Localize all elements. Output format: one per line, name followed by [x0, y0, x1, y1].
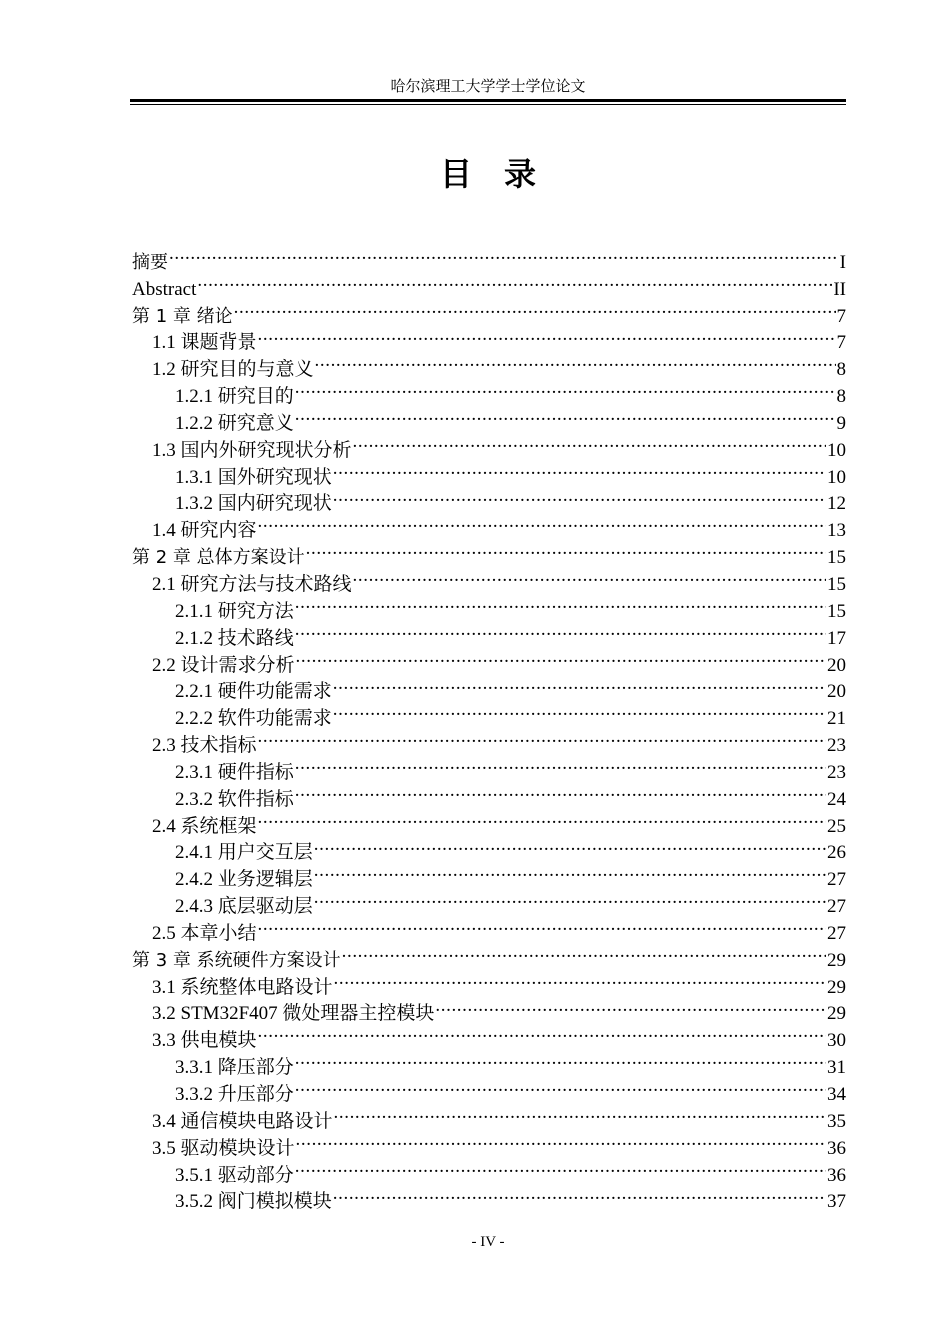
toc-entry-page: 29	[827, 949, 846, 971]
dot-leader	[295, 590, 826, 617]
toc-entry-page: II	[833, 278, 846, 300]
toc-entry-page: 25	[827, 815, 846, 837]
toc-entry-title: 1.3 国内外研究现状分析	[152, 439, 352, 461]
toc-entry-title: 1.2.2 研究意义	[175, 412, 294, 434]
dot-leader	[342, 939, 826, 966]
dot-leader	[295, 778, 826, 805]
toc-entry-title: 1.4 研究内容	[152, 520, 257, 542]
toc-entry[interactable]	[130, 322, 846, 354]
toc-entry-title: 1.1 课题背景	[152, 332, 257, 354]
toc-entry-page: 10	[827, 466, 846, 488]
dot-leader	[314, 885, 826, 912]
dot-leader	[296, 1127, 826, 1154]
toc-entry-title: 3.3.1 降压部分	[175, 1057, 294, 1079]
dot-leader	[435, 993, 826, 1020]
toc-entry-page: 9	[836, 412, 846, 434]
toc-entry-title: 3.4 通信模块电路设计	[152, 1110, 333, 1132]
toc-entry-page: 20	[827, 654, 846, 676]
toc-entry-title: 1.3.2 国内研究现状	[175, 493, 332, 515]
dot-leader	[258, 724, 826, 751]
toc-entry-title: 3.3.2 升压部分	[175, 1084, 294, 1105]
toc-entry-page: 15	[827, 600, 846, 622]
toc-entry-page: 21	[827, 708, 846, 730]
dot-leader	[334, 1100, 826, 1127]
toc-entry-title: 3.3 供电模块	[152, 1030, 257, 1052]
toc-entry-page: 27	[827, 896, 846, 918]
toc-entry-page: 31	[827, 1057, 846, 1079]
toc-entry-page: 30	[827, 1030, 846, 1052]
dot-leader	[333, 1181, 826, 1208]
toc-entry-page: 36	[827, 1137, 846, 1159]
running-header: 哈尔滨理工大学学士学位论文	[390, 79, 586, 95]
dot-leader	[333, 671, 826, 698]
toc-entry-title: 2.1.2 技术路线	[175, 627, 294, 649]
dot-leader	[295, 375, 836, 402]
toc-entry-page: 20	[827, 681, 846, 703]
toc-entry-title: 1.3.1 国外研究现状	[175, 466, 332, 488]
toc-entry-page: 7	[836, 332, 846, 354]
toc-entry-title: 2.3.2 软件指标	[175, 788, 294, 810]
dot-leader	[258, 912, 826, 939]
toc-entry-title: 2.1.1 研究方法	[175, 600, 294, 622]
dot-leader	[234, 295, 836, 322]
dot-leader	[314, 858, 826, 885]
header-rule-thick	[130, 99, 846, 102]
toc-entry-page: 29	[827, 976, 846, 998]
toc-entry-page: 36	[827, 1164, 846, 1186]
toc-entry-page: 24	[827, 788, 846, 810]
toc-entry-page: 7	[836, 305, 846, 327]
toc-entry-page: 8	[836, 359, 846, 381]
header-rule-thin	[130, 104, 846, 105]
dot-leader	[197, 268, 832, 295]
toc-entry-page: 26	[827, 842, 846, 864]
toc-entry-page: 34	[827, 1084, 846, 1105]
toc-entry-title: 3.5.1 驱动部分	[175, 1164, 294, 1186]
toc-entry-title: 2.4.3 底层驱动层	[175, 896, 313, 918]
toc-entry-title: 2.1 研究方法与技术路线	[152, 573, 352, 595]
toc-entry[interactable]	[130, 295, 846, 327]
toc-entry-title: 2.4.2 业务逻辑层	[175, 869, 313, 891]
toc-entry-page: I	[839, 251, 846, 273]
toc-entry-title: 3.5.2 阀门模拟模块	[175, 1191, 332, 1213]
toc-entry-title: 第 2 章 总体方案设计	[132, 547, 305, 569]
toc-entry-page: 37	[827, 1191, 846, 1213]
toc-entry-title: 2.4 系统框架	[152, 815, 257, 837]
dot-leader	[295, 402, 836, 429]
dot-leader	[314, 832, 826, 859]
toc-entry-title: 1.2.1 研究目的	[175, 386, 294, 408]
dot-leader	[295, 617, 826, 644]
dot-leader	[295, 1046, 826, 1073]
dot-leader	[295, 751, 826, 778]
toc-heading: 目录	[439, 155, 568, 193]
toc-entry-title: 2.3.1 硬件指标	[175, 761, 294, 783]
toc-entry-title: 摘要	[132, 251, 168, 273]
toc-entry-title: 第 3 章 系统硬件方案设计	[132, 949, 341, 971]
dot-leader	[295, 1073, 826, 1100]
toc-entry-title: 3.5 驱动模块设计	[152, 1137, 295, 1159]
toc-entry-title: 2.2.2 软件功能需求	[175, 708, 332, 730]
toc-entry-page: 35	[827, 1110, 846, 1132]
toc-entry-page: 27	[827, 922, 846, 944]
dot-leader	[333, 456, 826, 483]
toc-entry-page: 15	[827, 547, 846, 569]
dot-leader	[296, 644, 826, 671]
table-of-contents	[130, 241, 846, 1213]
dot-leader	[334, 966, 826, 993]
toc-entry-page: 10	[827, 439, 846, 461]
toc-entry[interactable]	[130, 241, 846, 273]
dot-leader	[295, 1154, 826, 1181]
toc-entry-title: 3.1 系统整体电路设计	[152, 976, 333, 998]
toc-entry[interactable]	[130, 268, 846, 300]
toc-entry-title: 2.2.1 硬件功能需求	[175, 681, 332, 703]
toc-entry-title: 1.2 研究目的与意义	[152, 359, 314, 381]
dot-leader	[333, 483, 826, 510]
toc-entry-page: 23	[827, 735, 846, 757]
toc-entry-title: 2.2 设计需求分析	[152, 654, 295, 676]
toc-entry-page: 12	[827, 493, 846, 515]
toc-entry-title: 第 1 章 绪论	[132, 305, 233, 327]
toc-entry-page: 29	[827, 1003, 846, 1025]
toc-entry-title: Abstract	[132, 278, 197, 300]
toc-entry-title: 2.3 技术指标	[152, 735, 257, 757]
dot-leader	[353, 429, 826, 456]
dot-leader	[306, 536, 826, 563]
toc-entry-title: 2.4.1 用户交互层	[175, 842, 313, 864]
toc-entry-page: 17	[827, 627, 846, 649]
toc-entry-page: 15	[827, 573, 846, 595]
dot-leader	[315, 348, 836, 375]
toc-entry-title: 2.5 本章小结	[152, 922, 257, 944]
dot-leader	[169, 241, 839, 268]
toc-entry-title: 3.2 STM32F407 微处理器主控模块	[152, 1003, 435, 1025]
toc-entry-page: 23	[827, 761, 846, 783]
dot-leader	[333, 697, 826, 724]
page-number: - IV -	[471, 1234, 505, 1250]
toc-entry-page: 8	[836, 386, 846, 408]
toc-entry-page: 13	[827, 520, 846, 542]
toc-entry-page: 27	[827, 869, 846, 891]
dot-leader	[353, 563, 826, 590]
dot-leader	[258, 1019, 826, 1046]
dot-leader	[258, 322, 836, 349]
dot-leader	[258, 805, 826, 832]
dot-leader	[258, 509, 826, 536]
